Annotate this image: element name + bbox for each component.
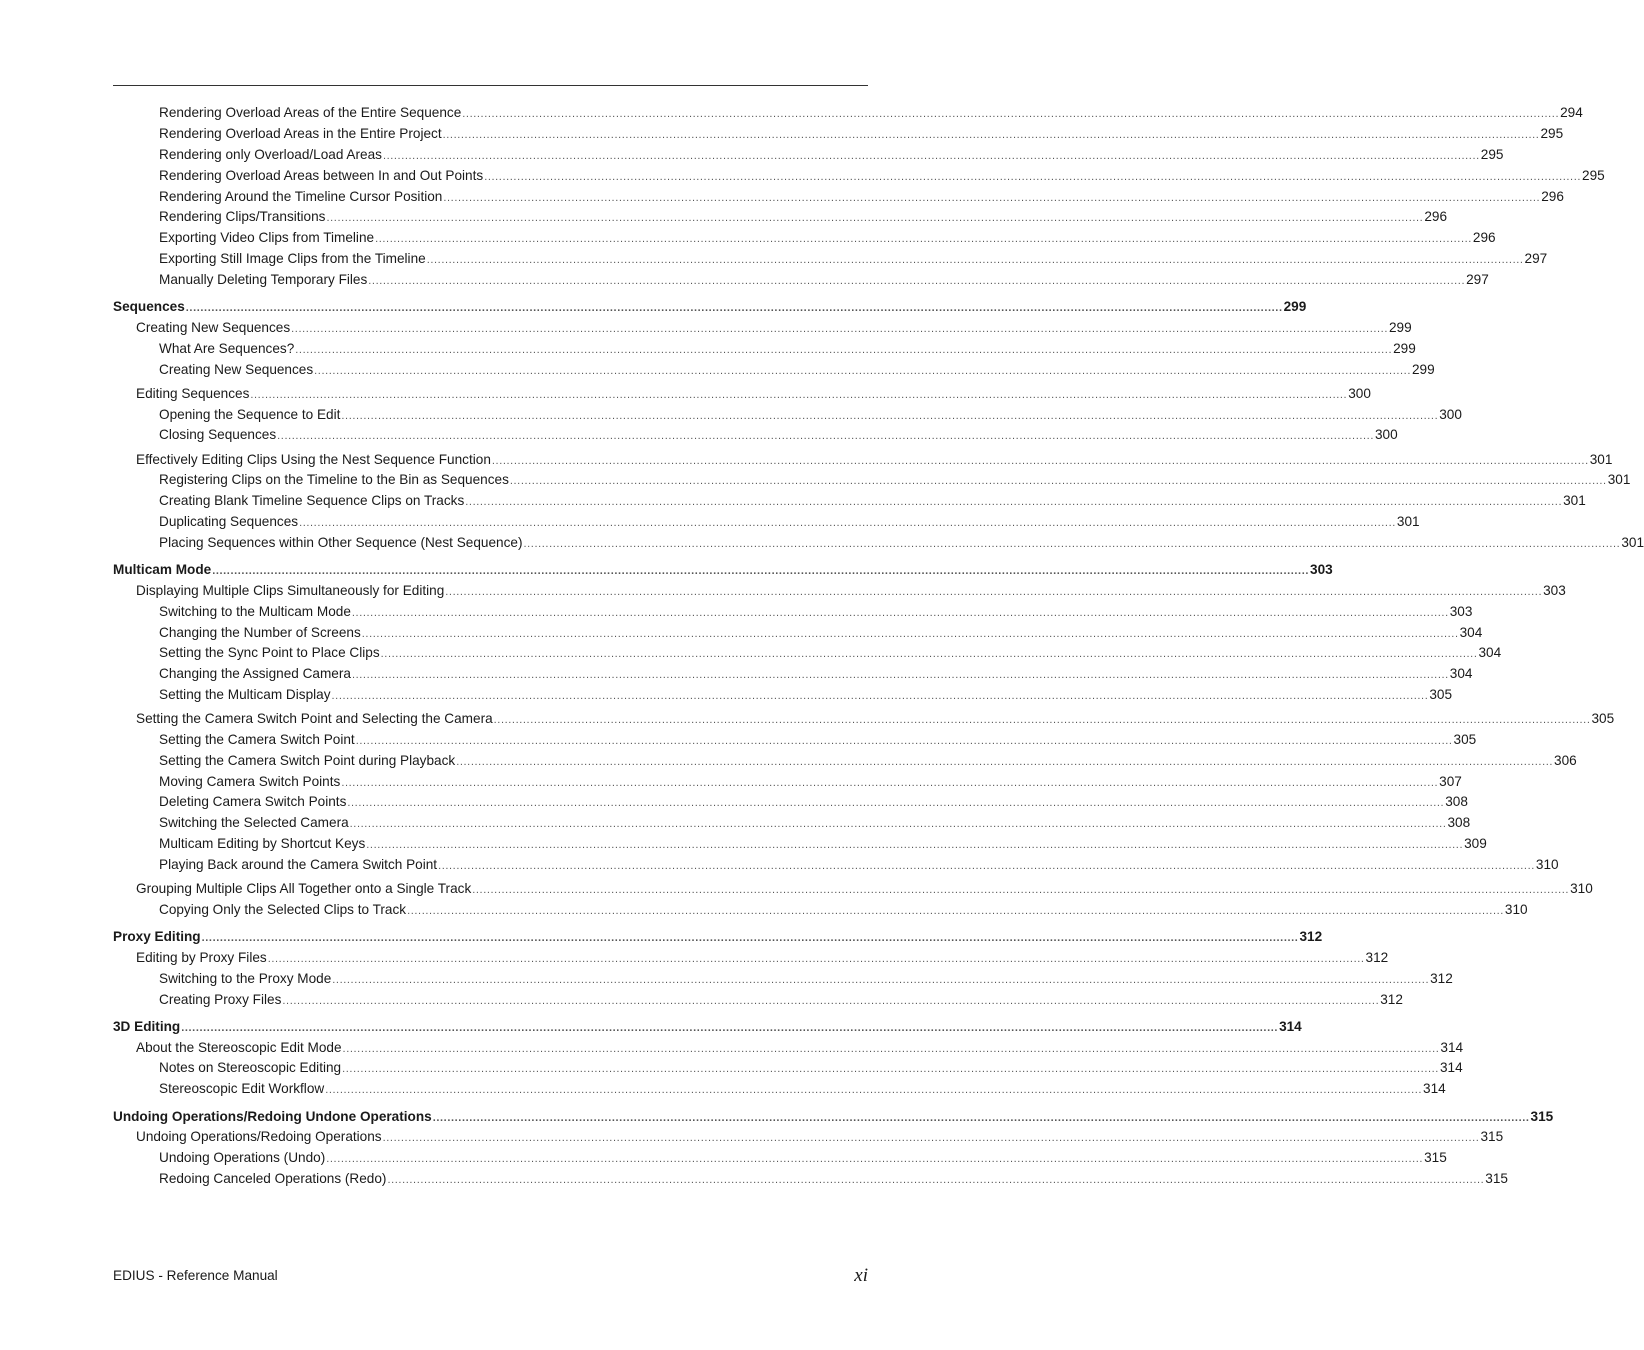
toc-leader-dots: ............................................................................................................................................................................................................................................................................................................ bbox=[349, 818, 1447, 830]
toc-section-entry[interactable] bbox=[136, 385, 1371, 403]
toc-entry-title: Rendering only Overload/Load Areas bbox=[159, 147, 382, 162]
toc-entry-page: 299 bbox=[1412, 362, 1435, 377]
toc-entry-title: Editing Sequences bbox=[136, 386, 250, 401]
toc-leader-dots: ............................................................................................................................................................................................................................................................................................................ bbox=[361, 628, 1459, 640]
toc-leader-dots: ............................................................................................................................................................................................................................................................................................................ bbox=[250, 389, 1348, 401]
toc-subsection-entry[interactable] bbox=[159, 492, 1586, 510]
toc-subsection-entry[interactable] bbox=[159, 1059, 1463, 1077]
toc-entry-title: Multicam Editing by Shortcut Keys bbox=[159, 836, 366, 851]
toc-entry-page: 312 bbox=[1380, 992, 1403, 1007]
toc-subsection-entry[interactable] bbox=[159, 406, 1462, 424]
toc-subsection-entry[interactable] bbox=[159, 624, 1483, 642]
toc-leader-dots: ............................................................................................................................................................................................................................................................................................................ bbox=[277, 430, 1374, 442]
toc-entry-page: 304 bbox=[1478, 645, 1502, 660]
toc-leader-dots: ............................................................................................................................................................................................................................................................................................................ bbox=[375, 233, 1472, 245]
toc-entry-title: Creating Blank Timeline Sequence Clips on Tracks bbox=[159, 493, 465, 508]
header-rule bbox=[113, 85, 868, 86]
toc-subsection-entry[interactable] bbox=[159, 856, 1559, 874]
toc-entry-title: Exporting Video Clips from Timeline bbox=[159, 230, 375, 245]
toc-entry-title: About the Stereoscopic Edit Mode bbox=[136, 1040, 342, 1055]
toc-section-entry[interactable] bbox=[136, 582, 1566, 600]
toc-entry-title: Manually Deleting Temporary Files bbox=[159, 272, 368, 287]
toc-entry-title: Sequences bbox=[113, 299, 185, 314]
toc-entry-title: Playing Back around the Camera Switch Point bbox=[159, 857, 438, 872]
toc-entry-page: 295 bbox=[1582, 168, 1605, 183]
toc-subsection-entry[interactable] bbox=[159, 793, 1468, 811]
toc-subsection-entry[interactable] bbox=[159, 471, 1631, 489]
toc-subsection-entry[interactable] bbox=[159, 188, 1564, 206]
toc-subsection-entry[interactable] bbox=[159, 603, 1473, 621]
toc-entry-page: 301 bbox=[1563, 493, 1586, 508]
toc-leader-dots: ............................................................................................................................................................................................................................................................................................................ bbox=[201, 932, 1299, 944]
toc-subsection-entry[interactable] bbox=[159, 1080, 1446, 1098]
toc-entry-page: 301 bbox=[1589, 452, 1613, 467]
toc-entry-title: Placing Sequences within Other Sequence (Nest Sequence) bbox=[159, 535, 523, 550]
toc-leader-dots: ............................................................................................................................................................................................................................................................................................................ bbox=[382, 1132, 1480, 1144]
toc-entry-title: Proxy Editing bbox=[113, 929, 201, 944]
toc-subsection-entry[interactable] bbox=[159, 665, 1473, 683]
toc-entry-title: Rendering Clips/Transitions bbox=[159, 209, 326, 224]
toc-entry-page: 305 bbox=[1429, 687, 1453, 702]
toc-subsection-entry[interactable] bbox=[159, 271, 1489, 289]
toc-subsection-entry[interactable] bbox=[159, 991, 1403, 1009]
toc-leader-dots: ............................................................................................................................................................................................................................................................................................................ bbox=[299, 517, 1396, 529]
toc-entry-title: Deleting Camera Switch Points bbox=[159, 794, 347, 809]
toc-leader-dots: ............................................................................................................................................................................................................................................................................................................ bbox=[465, 496, 1563, 508]
toc-entry-page: 303 bbox=[1449, 604, 1473, 619]
toc-leader-dots: ............................................................................................................................................................................................................................................................................................................ bbox=[341, 777, 1439, 789]
toc-entry-page: 315 bbox=[1485, 1171, 1508, 1186]
toc-entry-page: 295 bbox=[1480, 147, 1504, 162]
toc-entry-page: 304 bbox=[1459, 625, 1483, 640]
toc-entry-title: What Are Sequences? bbox=[159, 341, 295, 356]
toc-entry-title: Setting the Multicam Display bbox=[159, 687, 331, 702]
toc-subsection-entry[interactable] bbox=[159, 250, 1548, 268]
toc-entry-title: Rendering Overload Areas between In and Out Points bbox=[159, 168, 484, 183]
toc-leader-dots: ............................................................................................................................................................................................................................................................................................................ bbox=[267, 953, 1365, 965]
toc-leader-dots: ............................................................................................................................................................................................................................................................................................................ bbox=[331, 690, 1429, 702]
toc-leader-dots: ............................................................................................................................................................................................................................................................................................................ bbox=[347, 797, 1445, 809]
toc-leader-dots: ............................................................................................................................................................................................................................................................................................................ bbox=[445, 586, 1543, 598]
toc-section-entry[interactable] bbox=[136, 880, 1593, 898]
toc-entry-page: 315 bbox=[1530, 1109, 1554, 1124]
toc-entry-page: 297 bbox=[1524, 251, 1548, 266]
toc-subsection-entry[interactable] bbox=[159, 1149, 1447, 1167]
toc-subsection-entry[interactable] bbox=[159, 104, 1583, 122]
toc-leader-dots: ............................................................................................................................................................................................................................................................................................................ bbox=[462, 108, 1560, 120]
toc-leader-dots: ............................................................................................................................................................................................................................................................................................................ bbox=[407, 905, 1504, 917]
toc-leader-dots: ............................................................................................................................................................................................................................................................................................................ bbox=[382, 150, 1480, 162]
toc-leader-dots: ............................................................................................................................................................................................................................................................................................................ bbox=[456, 756, 1554, 768]
toc-chapter-entry[interactable] bbox=[113, 928, 1323, 946]
toc-entry-page: 308 bbox=[1445, 794, 1468, 809]
toc-entry-title: Changing the Number of Screens bbox=[159, 625, 361, 640]
toc-leader-dots: ............................................................................................................................................................................................................................................................................................................ bbox=[185, 302, 1283, 314]
toc-entry-title: Setting the Camera Switch Point bbox=[159, 732, 355, 747]
toc-entry-page: 296 bbox=[1472, 230, 1496, 245]
toc-entry-page: 301 bbox=[1607, 472, 1631, 487]
toc-leader-dots: ............................................................................................................................................................................................................................................................................................................ bbox=[368, 275, 1466, 287]
toc-entry-title: Changing the Assigned Camera bbox=[159, 666, 351, 681]
toc-subsection-entry[interactable] bbox=[159, 1170, 1508, 1188]
toc-entry-page: 305 bbox=[1453, 732, 1477, 747]
toc-chapter-entry[interactable] bbox=[113, 298, 1307, 316]
toc-entry-page: 314 bbox=[1279, 1019, 1302, 1034]
toc-entry-title: Redoing Canceled Operations (Redo) bbox=[159, 1171, 387, 1186]
toc-section-entry[interactable] bbox=[136, 1039, 1464, 1057]
toc-entry-title: Undoing Operations (Undo) bbox=[159, 1150, 326, 1165]
toc-entry-title: Displaying Multiple Clips Simultaneously for Editing bbox=[136, 583, 445, 598]
toc-entry-page: 299 bbox=[1283, 299, 1307, 314]
toc-entry-page: 310 bbox=[1504, 902, 1528, 917]
toc-subsection-entry[interactable] bbox=[159, 835, 1487, 853]
toc-subsection-entry[interactable] bbox=[159, 125, 1564, 143]
toc-leader-dots: ............................................................................................................................................................................................................................................................................................................ bbox=[326, 212, 1424, 224]
toc-entry-title: Grouping Multiple Clips All Together onto a Single Track bbox=[136, 881, 472, 896]
toc-subsection-entry[interactable] bbox=[159, 146, 1504, 164]
toc-entry-page: 308 bbox=[1447, 815, 1471, 830]
toc-entry-page: 296 bbox=[1541, 189, 1564, 204]
toc-chapter-entry[interactable] bbox=[113, 1108, 1554, 1126]
toc-entry-title: Multicam Mode bbox=[113, 562, 212, 577]
toc-entry-page: 315 bbox=[1480, 1129, 1504, 1144]
toc-subsection-entry[interactable] bbox=[159, 208, 1448, 226]
toc-entry-title: Closing Sequences bbox=[159, 427, 277, 442]
toc-leader-dots: ............................................................................................................................................................................................................................................................................................................ bbox=[442, 129, 1540, 141]
toc-subsection-entry[interactable] bbox=[159, 644, 1502, 662]
toc-entry-page: 307 bbox=[1439, 774, 1462, 789]
toc-leader-dots: ............................................................................................................................................................................................................................................................................................................ bbox=[426, 254, 1524, 266]
toc-entry-page: 314 bbox=[1423, 1081, 1446, 1096]
toc-entry-page: 315 bbox=[1424, 1150, 1447, 1165]
toc-leader-dots: ............................................................................................................................................................................................................................................................................................................ bbox=[493, 714, 1591, 726]
toc-leader-dots: ............................................................................................................................................................................................................................................................................................................ bbox=[181, 1022, 1279, 1034]
toc-section-entry[interactable] bbox=[136, 949, 1389, 967]
toc-entry-title: Duplicating Sequences bbox=[159, 514, 299, 529]
toc-leader-dots: ............................................................................................................................................................................................................................................................................................................ bbox=[438, 860, 1535, 872]
toc-entry-page: 306 bbox=[1554, 753, 1577, 768]
toc-entry-page: 310 bbox=[1535, 857, 1559, 872]
toc-leader-dots: ............................................................................................................................................................................................................................................................................................................ bbox=[355, 735, 1453, 747]
toc-leader-dots: ............................................................................................................................................................................................................................................................................................................ bbox=[342, 1063, 1439, 1075]
toc-chapter-entry[interactable] bbox=[113, 561, 1333, 579]
toc-entry-title: Creating New Sequences bbox=[159, 362, 314, 377]
toc-entry-title: Exporting Still Image Clips from the Timeline bbox=[159, 251, 426, 266]
toc-entry-title: Rendering Overload Areas in the Entire Project bbox=[159, 126, 442, 141]
toc-leader-dots: ............................................................................................................................................................................................................................................................................................................ bbox=[523, 538, 1621, 550]
footer-manual-title: EDIUS - Reference Manual bbox=[113, 1268, 278, 1283]
toc-entry-title: Setting the Camera Switch Point during Playback bbox=[159, 753, 456, 768]
toc-entry-title: Setting the Sync Point to Place Clips bbox=[159, 645, 380, 660]
toc-subsection-entry[interactable] bbox=[159, 731, 1477, 749]
toc-leader-dots: ............................................................................................................................................................................................................................................................................................................ bbox=[351, 607, 1449, 619]
toc-entry-page: 297 bbox=[1466, 272, 1489, 287]
toc-entry-title: Setting the Camera Switch Point and Selecting the Camera bbox=[136, 711, 493, 726]
toc-entry-title: Moving Camera Switch Points bbox=[159, 774, 341, 789]
toc-entry-page: 305 bbox=[1591, 711, 1615, 726]
toc-subsection-entry[interactable] bbox=[159, 426, 1398, 444]
toc-entry-title: 3D Editing bbox=[113, 1019, 181, 1034]
toc-entry-page: 309 bbox=[1464, 836, 1487, 851]
toc-entry-title: Undoing Operations/Redoing Undone Operations bbox=[113, 1109, 432, 1124]
toc-leader-dots: ............................................................................................................................................................................................................................................................................................................ bbox=[325, 1084, 1423, 1096]
toc-leader-dots: ............................................................................................................................................................................................................................................................................................................ bbox=[380, 648, 1478, 660]
toc-subsection-entry[interactable] bbox=[159, 970, 1453, 988]
toc-leader-dots: ............................................................................................................................................................................................................................................................................................................ bbox=[282, 995, 1380, 1007]
toc-entry-page: 304 bbox=[1449, 666, 1473, 681]
toc-entry-title: Editing by Proxy Files bbox=[136, 950, 267, 965]
toc-subsection-entry[interactable] bbox=[159, 361, 1435, 379]
toc-subsection-entry[interactable] bbox=[159, 167, 1605, 185]
toc-subsection-entry[interactable] bbox=[159, 752, 1577, 770]
toc-entry-page: 301 bbox=[1396, 514, 1420, 529]
toc-entry-title: Rendering Around the Timeline Cursor Position bbox=[159, 189, 443, 204]
toc-leader-dots: ............................................................................................................................................................................................................................................................................................................ bbox=[509, 475, 1607, 487]
toc-entry-page: 300 bbox=[1374, 427, 1398, 442]
toc-leader-dots: ............................................................................................................................................................................................................................................................................................................ bbox=[291, 323, 1388, 335]
toc-entry-title: Opening the Sequence to Edit bbox=[159, 407, 341, 422]
toc-leader-dots: ............................................................................................................................................................................................................................................................................................................ bbox=[341, 410, 1439, 422]
toc-entry-page: 303 bbox=[1310, 562, 1333, 577]
toc-entry-title: Stereoscopic Edit Workflow bbox=[159, 1081, 325, 1096]
toc-entry-page: 314 bbox=[1439, 1060, 1463, 1075]
footer-page-number: xi bbox=[854, 1265, 868, 1286]
toc-entry-page: 314 bbox=[1440, 1040, 1464, 1055]
toc-entry-page: 303 bbox=[1543, 583, 1566, 598]
toc-entry-title: Undoing Operations/Redoing Operations bbox=[136, 1129, 382, 1144]
toc-entry-page: 312 bbox=[1430, 971, 1453, 986]
toc-subsection-entry[interactable] bbox=[159, 513, 1420, 531]
toc-entry-title: Creating Proxy Files bbox=[159, 992, 282, 1007]
toc-subsection-entry[interactable] bbox=[159, 773, 1462, 791]
toc-subsection-entry[interactable] bbox=[159, 686, 1453, 704]
toc-entry-page: 312 bbox=[1299, 929, 1323, 944]
toc-entry-title: Switching to the Proxy Mode bbox=[159, 971, 332, 986]
toc-leader-dots: ............................................................................................................................................................................................................................................................................................................ bbox=[366, 839, 1464, 851]
toc-entry-page: 299 bbox=[1389, 320, 1412, 335]
toc-subsection-entry[interactable] bbox=[159, 534, 1644, 552]
toc-entry-title: Switching the Selected Camera bbox=[159, 815, 349, 830]
toc-subsection-entry[interactable] bbox=[159, 340, 1416, 358]
toc-entry-page: 294 bbox=[1560, 105, 1583, 120]
toc-section-entry[interactable] bbox=[136, 1128, 1504, 1146]
toc-section-entry[interactable] bbox=[136, 319, 1412, 337]
toc-entry-title: Switching to the Multicam Mode bbox=[159, 604, 351, 619]
toc-entry-title: Copying Only the Selected Clips to Track bbox=[159, 902, 407, 917]
toc-entry-page: 300 bbox=[1348, 386, 1371, 401]
toc-entry-page: 295 bbox=[1540, 126, 1564, 141]
toc-leader-dots: ............................................................................................................................................................................................................................................................................................................ bbox=[484, 171, 1582, 183]
toc-subsection-entry[interactable] bbox=[159, 814, 1471, 832]
toc-entry-title: Notes on Stereoscopic Editing bbox=[159, 1060, 342, 1075]
toc-section-entry[interactable] bbox=[136, 710, 1615, 728]
toc-entry-page: 296 bbox=[1424, 209, 1448, 224]
toc-entry-page: 301 bbox=[1621, 535, 1644, 550]
toc-subsection-entry[interactable] bbox=[159, 229, 1496, 247]
toc-leader-dots: ............................................................................................................................................................................................................................................................................................................ bbox=[332, 974, 1430, 986]
toc-entry-page: 312 bbox=[1365, 950, 1389, 965]
toc-leader-dots: ............................................................................................................................................................................................................................................................................................................ bbox=[432, 1112, 1530, 1124]
toc-leader-dots: ............................................................................................................................................................................................................................................................................................................ bbox=[351, 669, 1449, 681]
toc-subsection-entry[interactable] bbox=[159, 901, 1528, 919]
toc-entry-title: Effectively Editing Clips Using the Nest Sequence Function bbox=[136, 452, 491, 467]
toc-entry-page: 299 bbox=[1393, 341, 1416, 356]
toc-entry-title: Rendering Overload Areas of the Entire Sequence bbox=[159, 105, 462, 120]
toc-leader-dots: ............................................................................................................................................................................................................................................................................................................ bbox=[212, 565, 1310, 577]
toc-entry-title: Creating New Sequences bbox=[136, 320, 291, 335]
toc-entry-page: 310 bbox=[1570, 881, 1593, 896]
toc-section-entry[interactable] bbox=[136, 451, 1613, 469]
toc-leader-dots: ............................................................................................................................................................................................................................................................................................................ bbox=[443, 192, 1541, 204]
toc-chapter-entry[interactable] bbox=[113, 1018, 1302, 1036]
toc-leader-dots: ............................................................................................................................................................................................................................................................................................................ bbox=[342, 1043, 1440, 1055]
toc-leader-dots: ............................................................................................................................................................................................................................................................................................................ bbox=[387, 1174, 1485, 1186]
toc-entry-title: Registering Clips on the Timeline to the Bin as Sequences bbox=[159, 472, 509, 487]
toc-leader-dots: ............................................................................................................................................................................................................................................................................................................ bbox=[491, 455, 1589, 467]
toc-leader-dots: ............................................................................................................................................................................................................................................................................................................ bbox=[472, 884, 1570, 896]
toc-leader-dots: ............................................................................................................................................................................................................................................................................................................ bbox=[314, 365, 1411, 377]
toc-leader-dots: ............................................................................................................................................................................................................................................................................................................ bbox=[326, 1153, 1424, 1165]
toc-leader-dots: ............................................................................................................................................................................................................................................................................................................ bbox=[295, 344, 1393, 356]
toc-entry-page: 300 bbox=[1439, 407, 1462, 422]
